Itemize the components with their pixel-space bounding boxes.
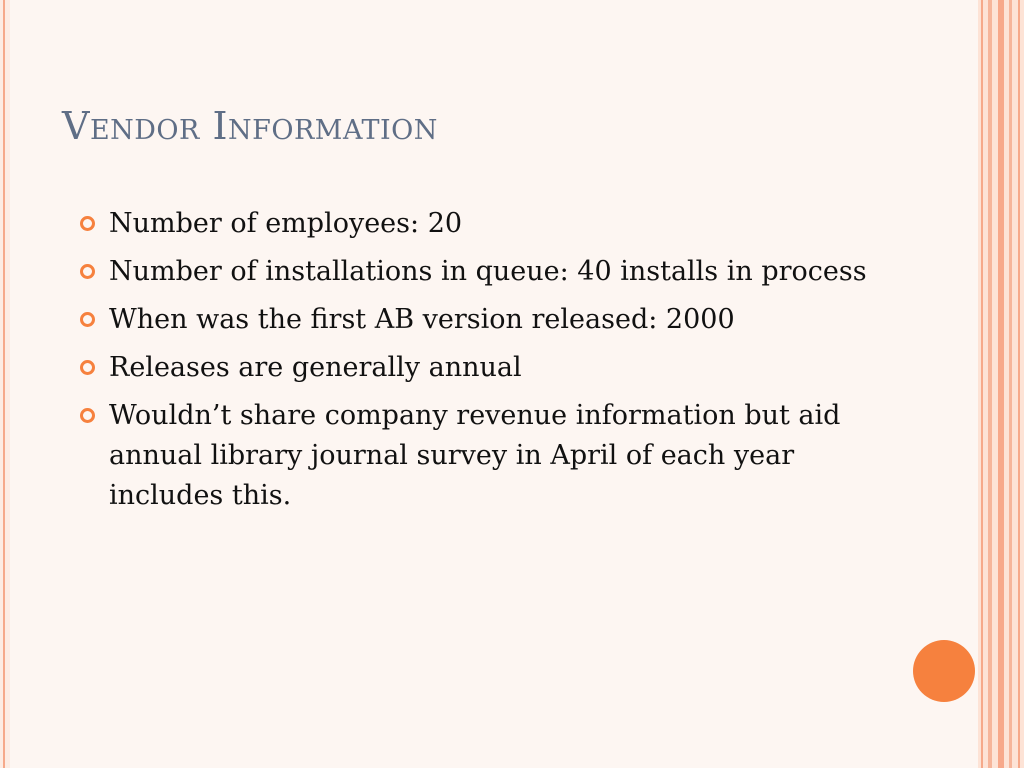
bullet-text: Number of employees: 20 <box>109 208 463 239</box>
bullet-text: Releases are generally annual <box>109 352 522 383</box>
bullet-item <box>76 348 916 388</box>
bullet-item <box>76 204 916 244</box>
decorative-circle <box>913 640 975 702</box>
left-border-decoration <box>0 0 10 768</box>
right-border-stripe <box>981 0 983 768</box>
hollow-circle-icon <box>80 360 95 375</box>
right-border-decoration <box>978 0 1024 768</box>
right-border-stripe <box>1009 0 1012 768</box>
bullet-item <box>76 300 916 340</box>
left-border-line <box>3 0 5 768</box>
bullet-text: Wouldn’t share company revenue information but aid annual library journal survey in April of each year includes this. <box>109 400 841 511</box>
slide-title: Vendor Information <box>62 104 438 148</box>
hollow-circle-icon <box>80 264 95 279</box>
bullet-text: When was the first AB version released: 2000 <box>109 304 735 335</box>
right-border-stripe <box>988 0 992 768</box>
bullet-item <box>76 252 916 292</box>
hollow-circle-icon <box>80 408 95 423</box>
bullet-list <box>76 204 916 524</box>
bullet-item <box>76 396 916 516</box>
hollow-circle-icon <box>80 312 95 327</box>
right-border-stripe <box>1018 0 1020 768</box>
right-border-stripe <box>998 0 1004 768</box>
bullet-text: Number of installations in queue: 40 installs in process <box>109 256 867 287</box>
hollow-circle-icon <box>80 216 95 231</box>
